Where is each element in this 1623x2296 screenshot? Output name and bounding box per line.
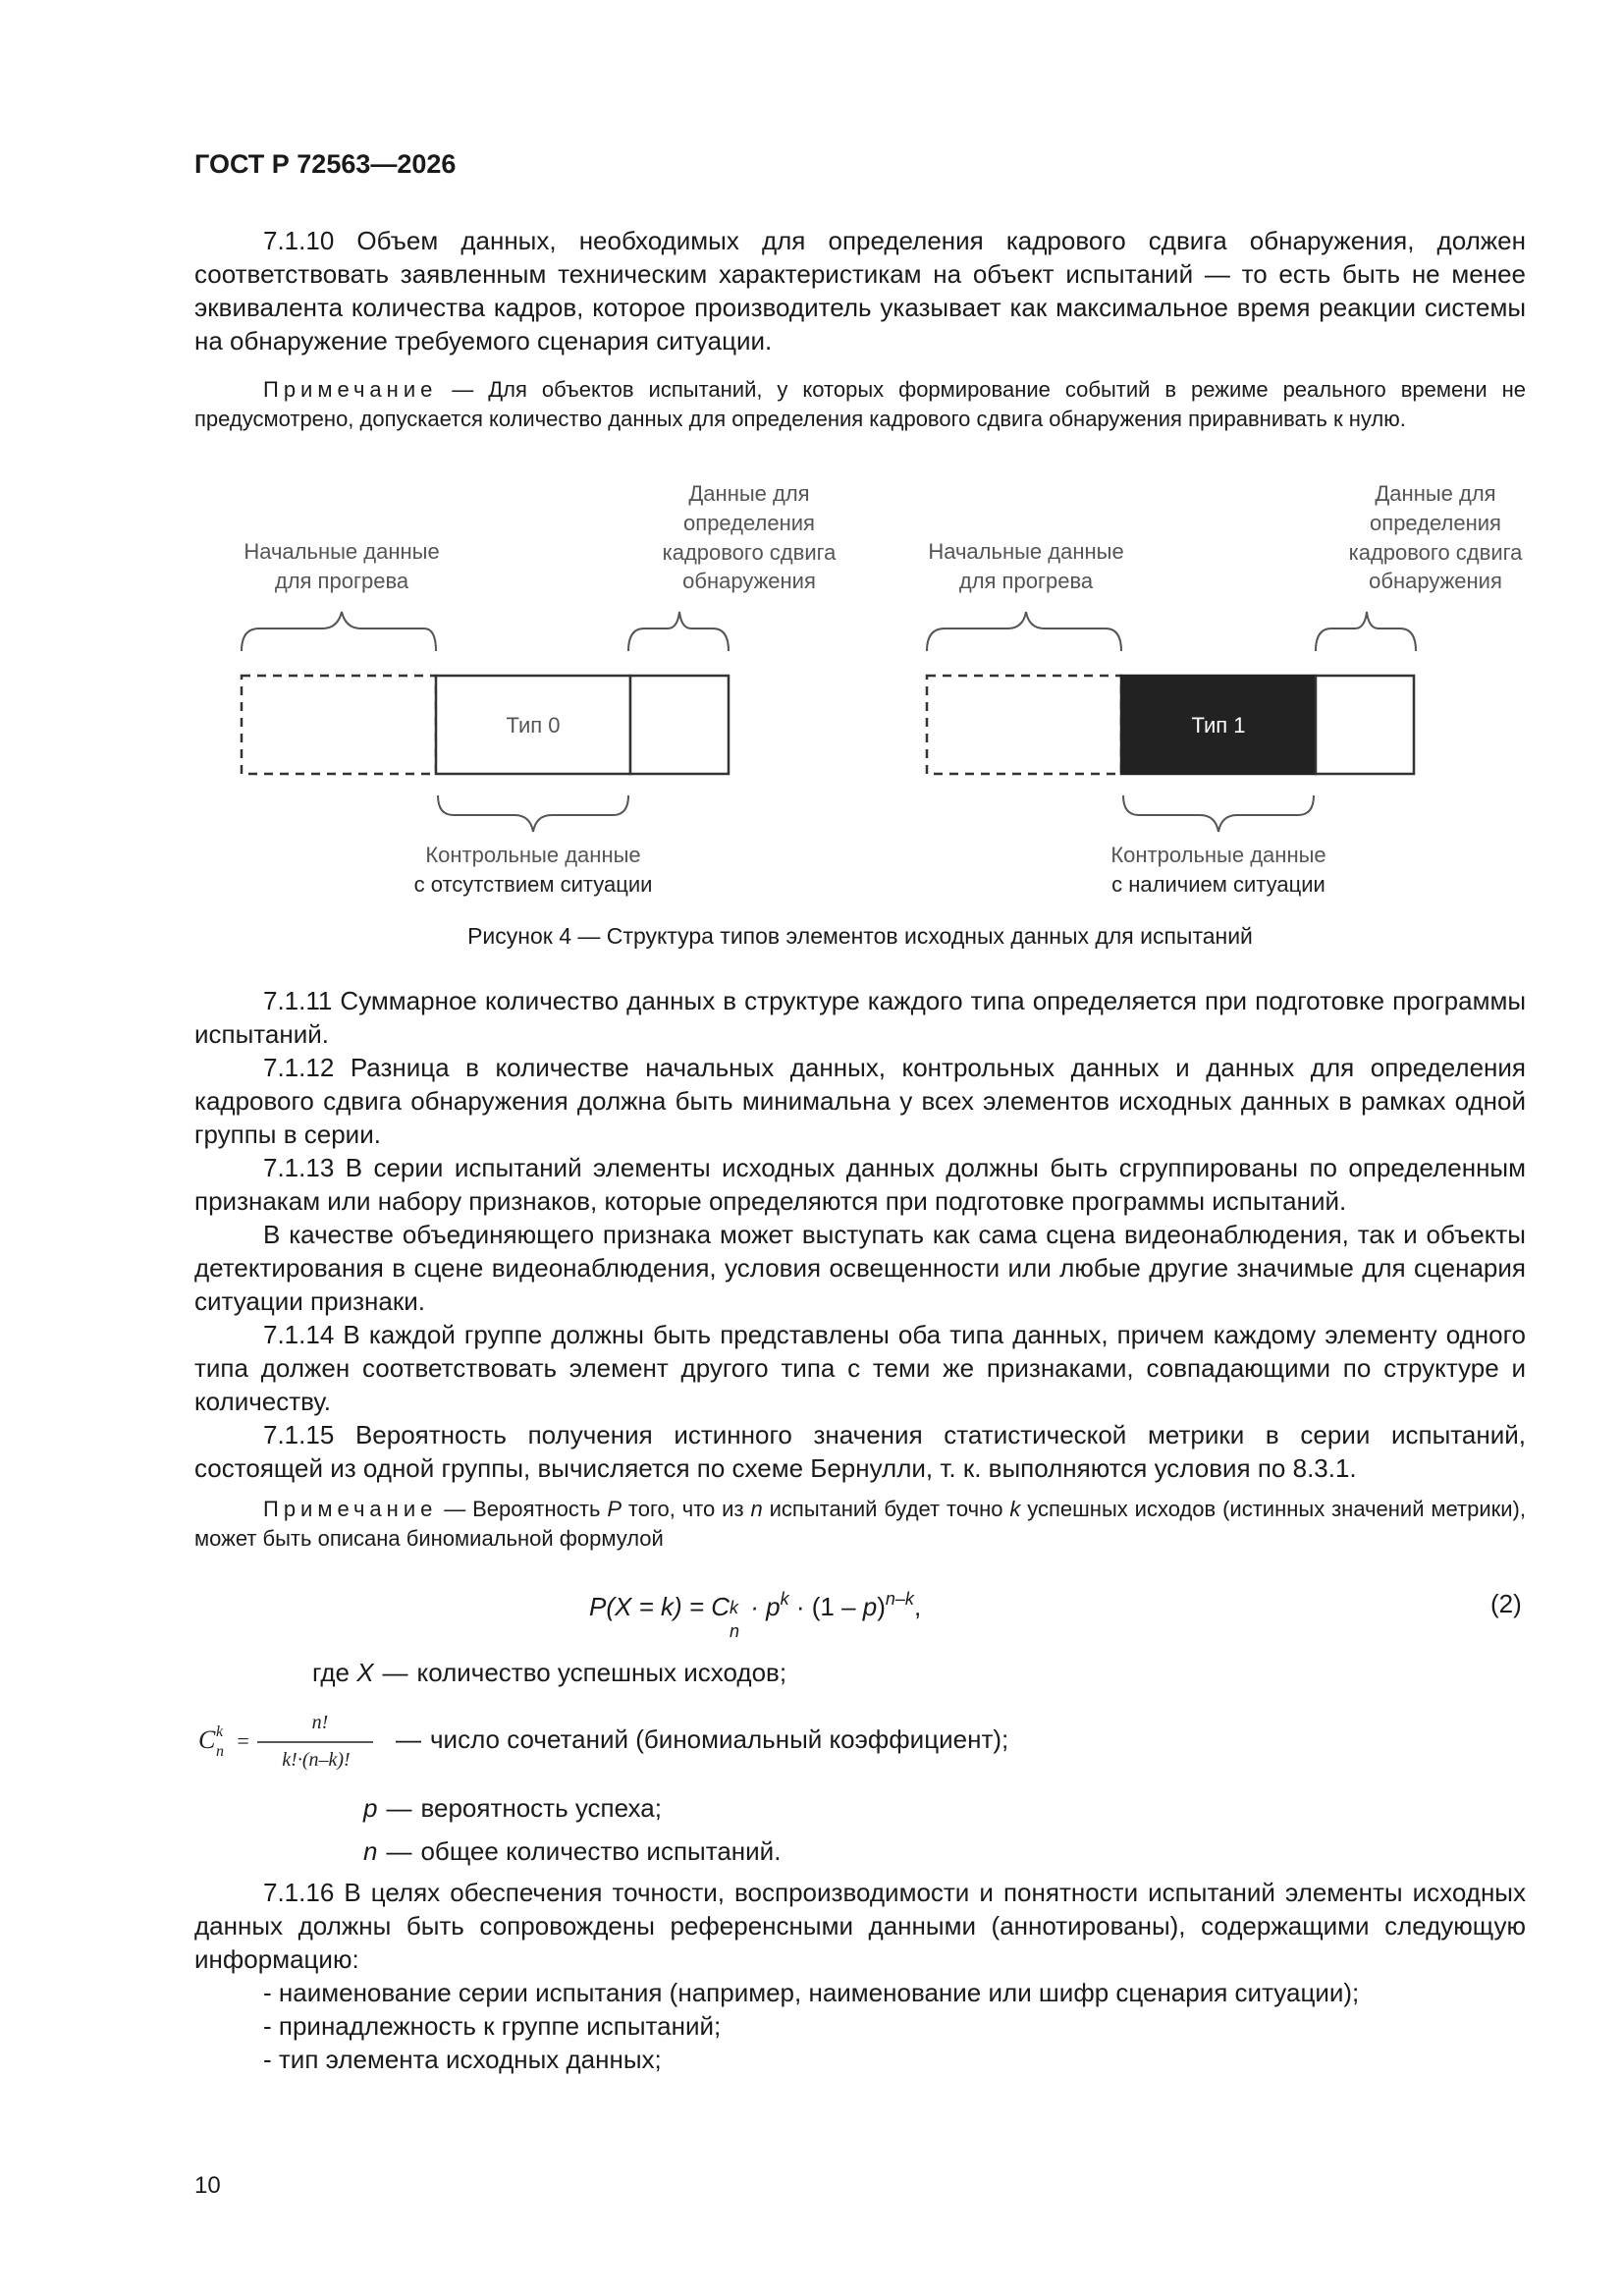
where-n-row: n — общее количество испытаний.: [363, 1836, 782, 1866]
left-shift-label-line4: обнаружения: [682, 569, 816, 593]
left-shift-label-line2: определения: [683, 511, 815, 535]
list-item: - наименование серии испытания (например, наименование или шифр сценария ситуации);: [263, 1978, 1360, 2007]
right-shift-label-line1: Данные для: [1375, 481, 1496, 506]
paragraph-7-1-16: 7.1.16 В целях обеспечения точности, воспроизводимости и понятности испытаний элементы исходных данных должны быть сопровождены референсными данными (аннотированы), содержащими следующую информацию:: [194, 1878, 1526, 1974]
note-2-label: Примечание: [263, 1497, 438, 1521]
left-warmup-brace: [242, 612, 436, 651]
right-shift-brace: [1316, 612, 1416, 651]
list-item: - тип элемента исходных данных;: [263, 2045, 662, 2074]
svg-text:k: k: [216, 1723, 224, 1740]
where-c-row: — число сочетаний (биномиальный коэффициент);: [396, 1724, 1009, 1754]
right-shift-box: [1316, 676, 1414, 774]
left-control-label-line2: с отсутствием ситуации: [413, 872, 653, 897]
type1-label: Тип 1: [1191, 713, 1246, 738]
note-1-label: Примечание: [263, 377, 438, 402]
svg-text:n: n: [216, 1743, 224, 1760]
note-2: Примечание — Вероятность P того, что из n испытаний будет точно k успешных исходов (истинных значений метрики), может быть описана биномиальной формулой: [194, 1497, 1526, 1551]
right-warmup-label-line2: для прогрева: [958, 569, 1094, 593]
left-control-brace: [438, 795, 628, 832]
binomial-formula: P(X = k) = C k n · $p^k \cdot (1 - p)^{n-k}$,: [589, 1589, 922, 1641]
right-shift-label-line4: обнаружения: [1369, 569, 1502, 593]
equation-number: (2): [1490, 1589, 1522, 1618]
left-shift-brace: [628, 612, 729, 651]
where-p-row: p — вероятность успеха;: [363, 1793, 662, 1823]
left-warmup-box: [242, 676, 436, 774]
note-1-text: — Для объектов испытаний, у которых формирование событий в режиме реального времени не предусмотрено, допускается количество данных для определения кадрового сдвига обнаружения приравнивать к нулю.: [194, 377, 1526, 431]
paragraph-7-1-13b: В качестве объединяющего признака может выступать как сама сцена видеонаблюдения, так и объекты детектирования в сцене видеонаблюдения, условия освещенности или любые другие значимые для сценария ситуации признаки.: [194, 1220, 1526, 1316]
paragraph-7-1-15: 7.1.15 Вероятность получения истинного значения статистической метрики в серии испытаний, состоящей из одной группы, вычисляется по схеме Бернулли, т. к. выполняются условия по 8.3.1.: [194, 1420, 1526, 1483]
paragraph-7-1-12: 7.1.12 Разница в количестве начальных данных, контрольных данных и данных для определения кадрового сдвига обнаружения должна быть минимальна у всех элементов исходных данных в рамках одной группы в серии.: [194, 1053, 1526, 1149]
right-control-label-line2: с наличием ситуации: [1111, 872, 1325, 897]
paragraph-7-1-10: 7.1.10 Объем данных, необходимых для определения кадрового сдвига обнаружения, должен соответствовать заявленным техническим характеристикам на объект испытаний — то есть быть не менее эквивалента количества кадров, которое производитель указывает как максимальное время реакции системы на обнаружение требуемого сценария ситуации.: [194, 226, 1526, 355]
paragraph-7-1-11: 7.1.11 Суммарное количество данных в структуре каждого типа определяется при подготовке программы испытаний.: [194, 986, 1526, 1049]
right-shift-label-line3: кадрового сдвига: [1348, 540, 1523, 565]
right-warmup-brace: [927, 612, 1121, 651]
note-1: [194, 375, 1526, 434]
svg-text:C: C: [198, 1725, 216, 1754]
type0-label: Тип 0: [506, 713, 561, 738]
figure-4-diagram: [194, 471, 1526, 913]
figure-4: [194, 471, 1526, 913]
left-shift-label-line1: Данные для: [688, 481, 810, 506]
page-number: 10: [194, 2172, 221, 2199]
document-header: ГОСТ Р 72563—2026: [194, 149, 457, 179]
paragraph-7-1-14: 7.1.14 В каждой группе должны быть представлены оба типа данных, причем каждому элементу одного типа должен соответствовать элемент другого типа с теми же признаками, совпадающими по структуре и количеству.: [194, 1320, 1526, 1416]
where-x-row: где X — количество успешных исходов;: [312, 1658, 787, 1687]
paragraph-7-1-13: 7.1.13 В серии испытаний элементы исходных данных должны быть сгруппированы по определенным признакам или набору признаков, которые определяются при подготовке программы испытаний.: [194, 1153, 1526, 1216]
svg-text:k!·(n–k)!: k!·(n–k)!: [282, 1749, 351, 1771]
left-warmup-label-line1: Начальные данные: [243, 539, 440, 564]
left-control-label-line1: Контрольные данные: [425, 843, 641, 867]
svg-text:n!: n!: [311, 1712, 329, 1733]
left-warmup-label-line2: для прогрева: [274, 569, 409, 593]
left-shift-label-line3: кадрового сдвига: [662, 540, 837, 565]
right-warmup-label-line1: Начальные данные: [928, 539, 1124, 564]
figure-caption: Рисунок 4 — Структура типов элементов исходных данных для испытаний: [467, 923, 1253, 949]
right-warmup-box: [927, 676, 1121, 774]
svg-text:=: =: [236, 1728, 250, 1753]
right-control-brace: [1123, 795, 1314, 832]
right-control-label-line1: Контрольные данные: [1110, 843, 1326, 867]
list-item: - принадлежность к группе испытаний;: [263, 2011, 722, 2041]
right-shift-label-line2: определения: [1370, 511, 1501, 535]
left-shift-box: [630, 676, 729, 774]
